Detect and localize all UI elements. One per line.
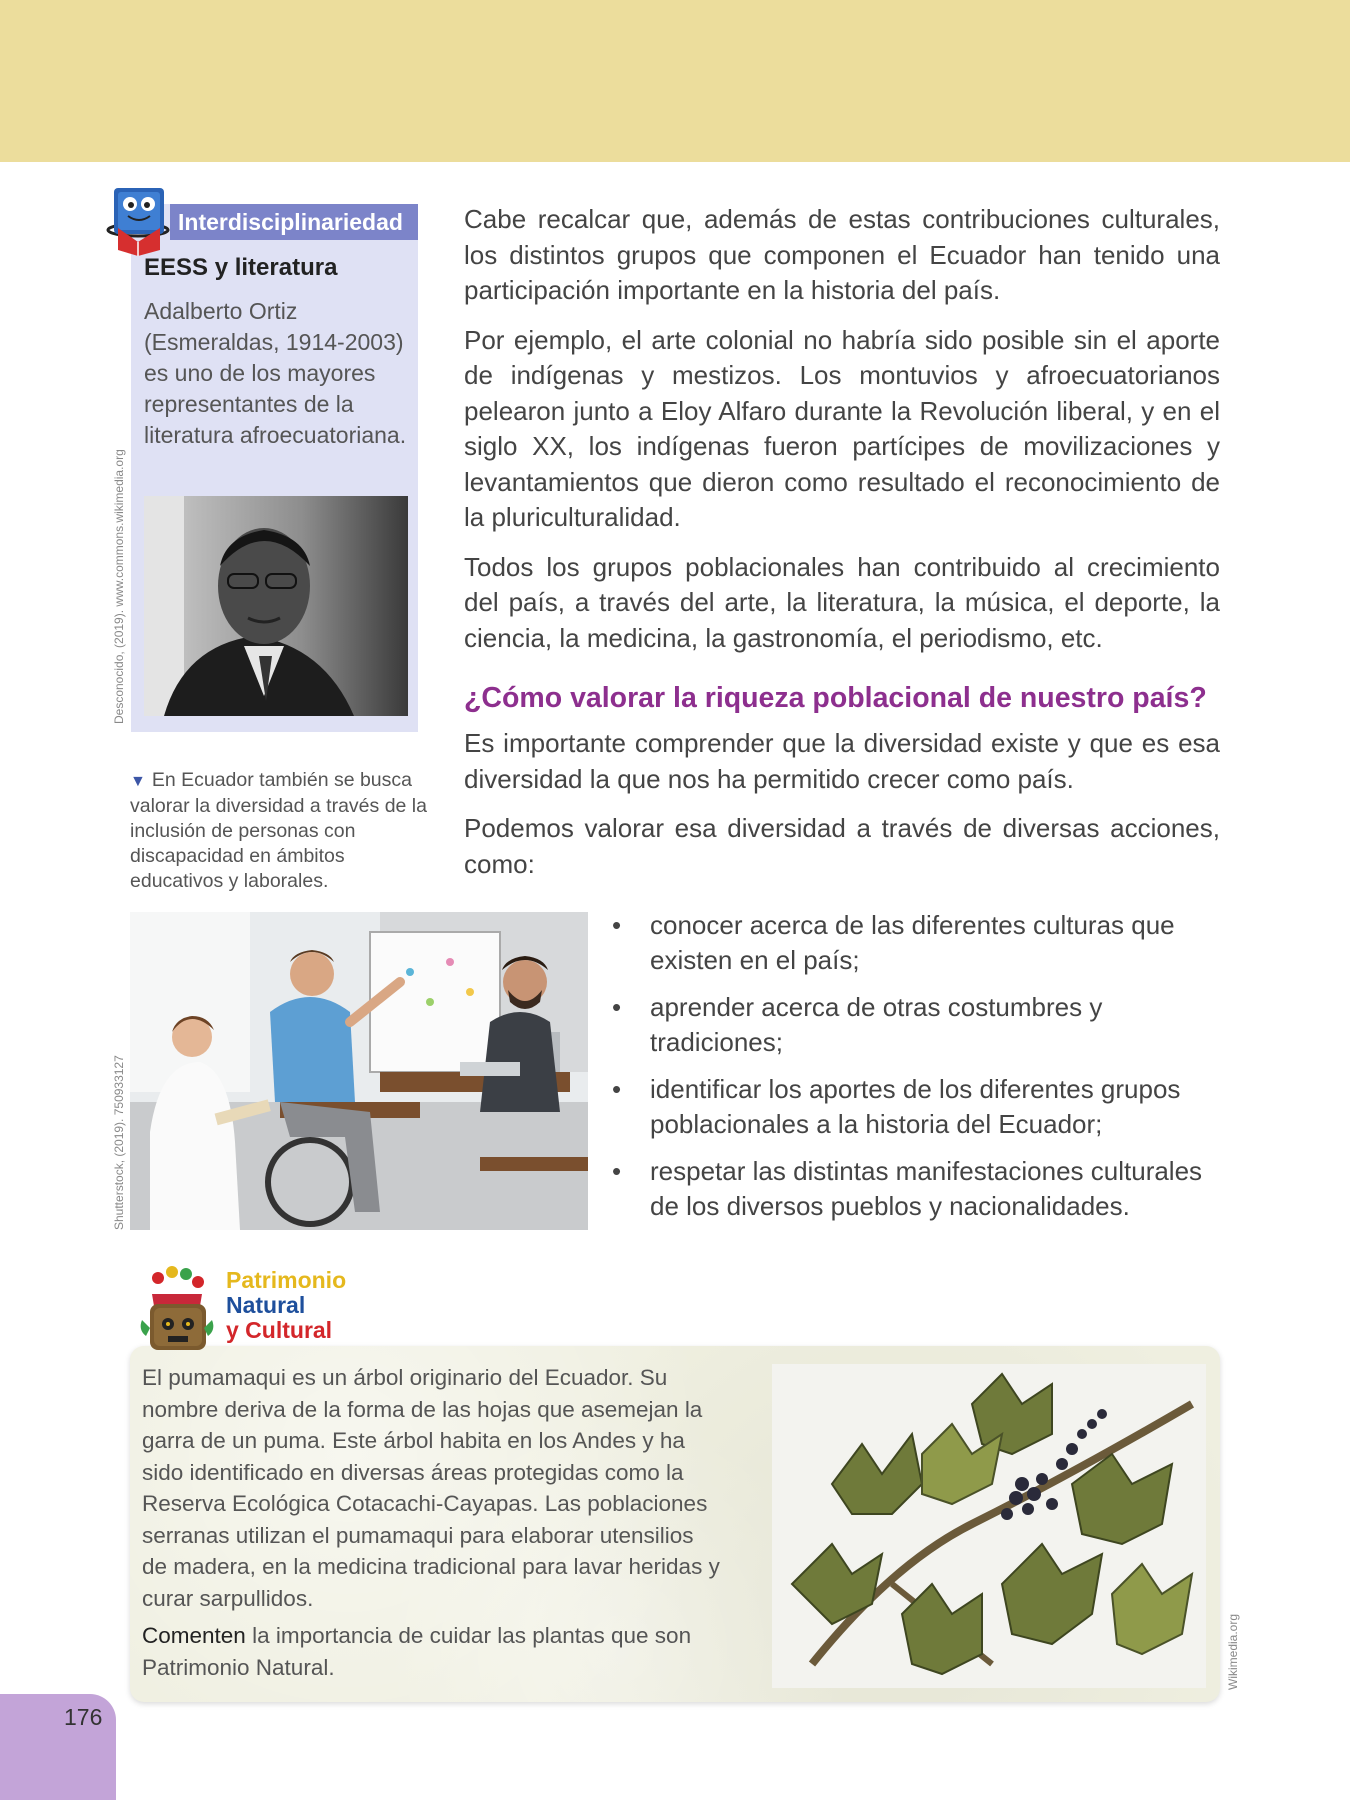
paragraph-2: Por ejemplo, el arte colonial no habría sido posible sin el aporte de indígenas y mestizos. Los montuvios y afroecuatorianos pelearon junto a Eloy Alfaro durante la Revolución liberal, y en el siglo XX, los indígenas fueron partícipes de movilizaciones y levantamientos que dieron como resultado el reconocimiento de la pluriculturalidad.	[464, 324, 1220, 532]
page-number: 176	[64, 1704, 103, 1730]
main-text-column	[464, 202, 1220, 896]
portrait-photo	[144, 496, 408, 716]
list-item: • respetar las distintas manifestaciones culturales de los diversos pueblos y nacionalidades.	[612, 1154, 1232, 1224]
office-caption	[130, 768, 430, 894]
plant-photo-credit: Wikimedia.org	[1226, 1613, 1240, 1690]
paragraph-4: Es importante comprender que la diversidad existe y que es esa diversidad la que nos ha permitido crecer como país.	[464, 728, 1220, 794]
paragraph-5: Podemos valorar esa diversidad a través de diversas acciones, como:	[464, 813, 1220, 879]
paragraph-1: Cabe recalcar que, además de estas contribuciones culturales, los distintos grupos que componen el Ecuador han tenido una participación importante en la historia del país.	[464, 204, 1220, 305]
patrimonio-title-line2: Natural	[226, 1292, 306, 1318]
patrimonio-title-line3: y Cultural	[226, 1317, 333, 1343]
interdisciplinary-text: Adalberto Ortiz (Esmeraldas, 1914-2003) es uno de los mayores representantes de la literatura afroecuatoriana.	[144, 298, 407, 448]
comment-rest: la importancia de cuidar las plantas que son Patrimonio Natural.	[142, 1623, 692, 1680]
pumamaqui-photo	[772, 1364, 1206, 1688]
interdisciplinary-subtitle: EESS y literatura	[144, 254, 338, 281]
patrimonio-comment	[142, 1620, 722, 1683]
interdisciplinary-header: Interdisciplinariedad	[170, 204, 418, 240]
list-item: • conocer acerca de las diferentes culturas que existen en el país;	[612, 908, 1232, 978]
comment-keyword: Comenten	[142, 1623, 246, 1648]
office-caption-text: En Ecuador también se busca valorar la diversidad a través de la inclusión de personas con discapacidad en ámbitos educativos y laborales.	[130, 769, 427, 892]
top-color-band	[0, 0, 1350, 162]
patrimonio-title	[226, 1268, 346, 1343]
mask-mascot-icon	[136, 1264, 218, 1362]
office-photo-credit: Shutterstock, (2019). 750933127	[112, 1055, 126, 1230]
book-mascot-icon	[104, 180, 176, 258]
list-item: • aprender acerca de otras costumbres y tradiciones;	[612, 990, 1232, 1060]
portrait-credit: Desconocido, (2019). www.commons.wikimedia.org	[112, 449, 126, 724]
section-heading: ¿Cómo valorar la riqueza poblacional de nuestro país?	[464, 682, 1207, 714]
patrimonio-text: El pumamaqui es un árbol originario del Ecuador. Su nombre deriva de la forma de las hojas que asemejan la garra de un puma. Este árbol habita en los Andes y ha sido identificado en diversas áreas protegidas como la Reserva Ecológica Cotacachi-Cayapas. Las poblaciones serranas utilizan el pumamaqui para elaborar utensilios de madera, en la medicina tradicional para lavar heridas y curar sarpullidos.	[142, 1365, 720, 1611]
actions-list	[612, 908, 1232, 1236]
patrimonio-title-line1: Patrimonio	[226, 1267, 347, 1293]
triangle-bullet-icon: ▼	[130, 773, 146, 790]
list-item: • identificar los aportes de los diferentes grupos poblacionales a la historia del Ecuador;	[612, 1072, 1232, 1142]
paragraph-3: Todos los grupos poblacionales han contribuido al crecimiento del país, a través del arte, la literatura, la música, el deporte, la ciencia, la medicina, la gastronomía, el periodismo, etc.	[464, 551, 1220, 653]
office-photo	[130, 912, 588, 1230]
